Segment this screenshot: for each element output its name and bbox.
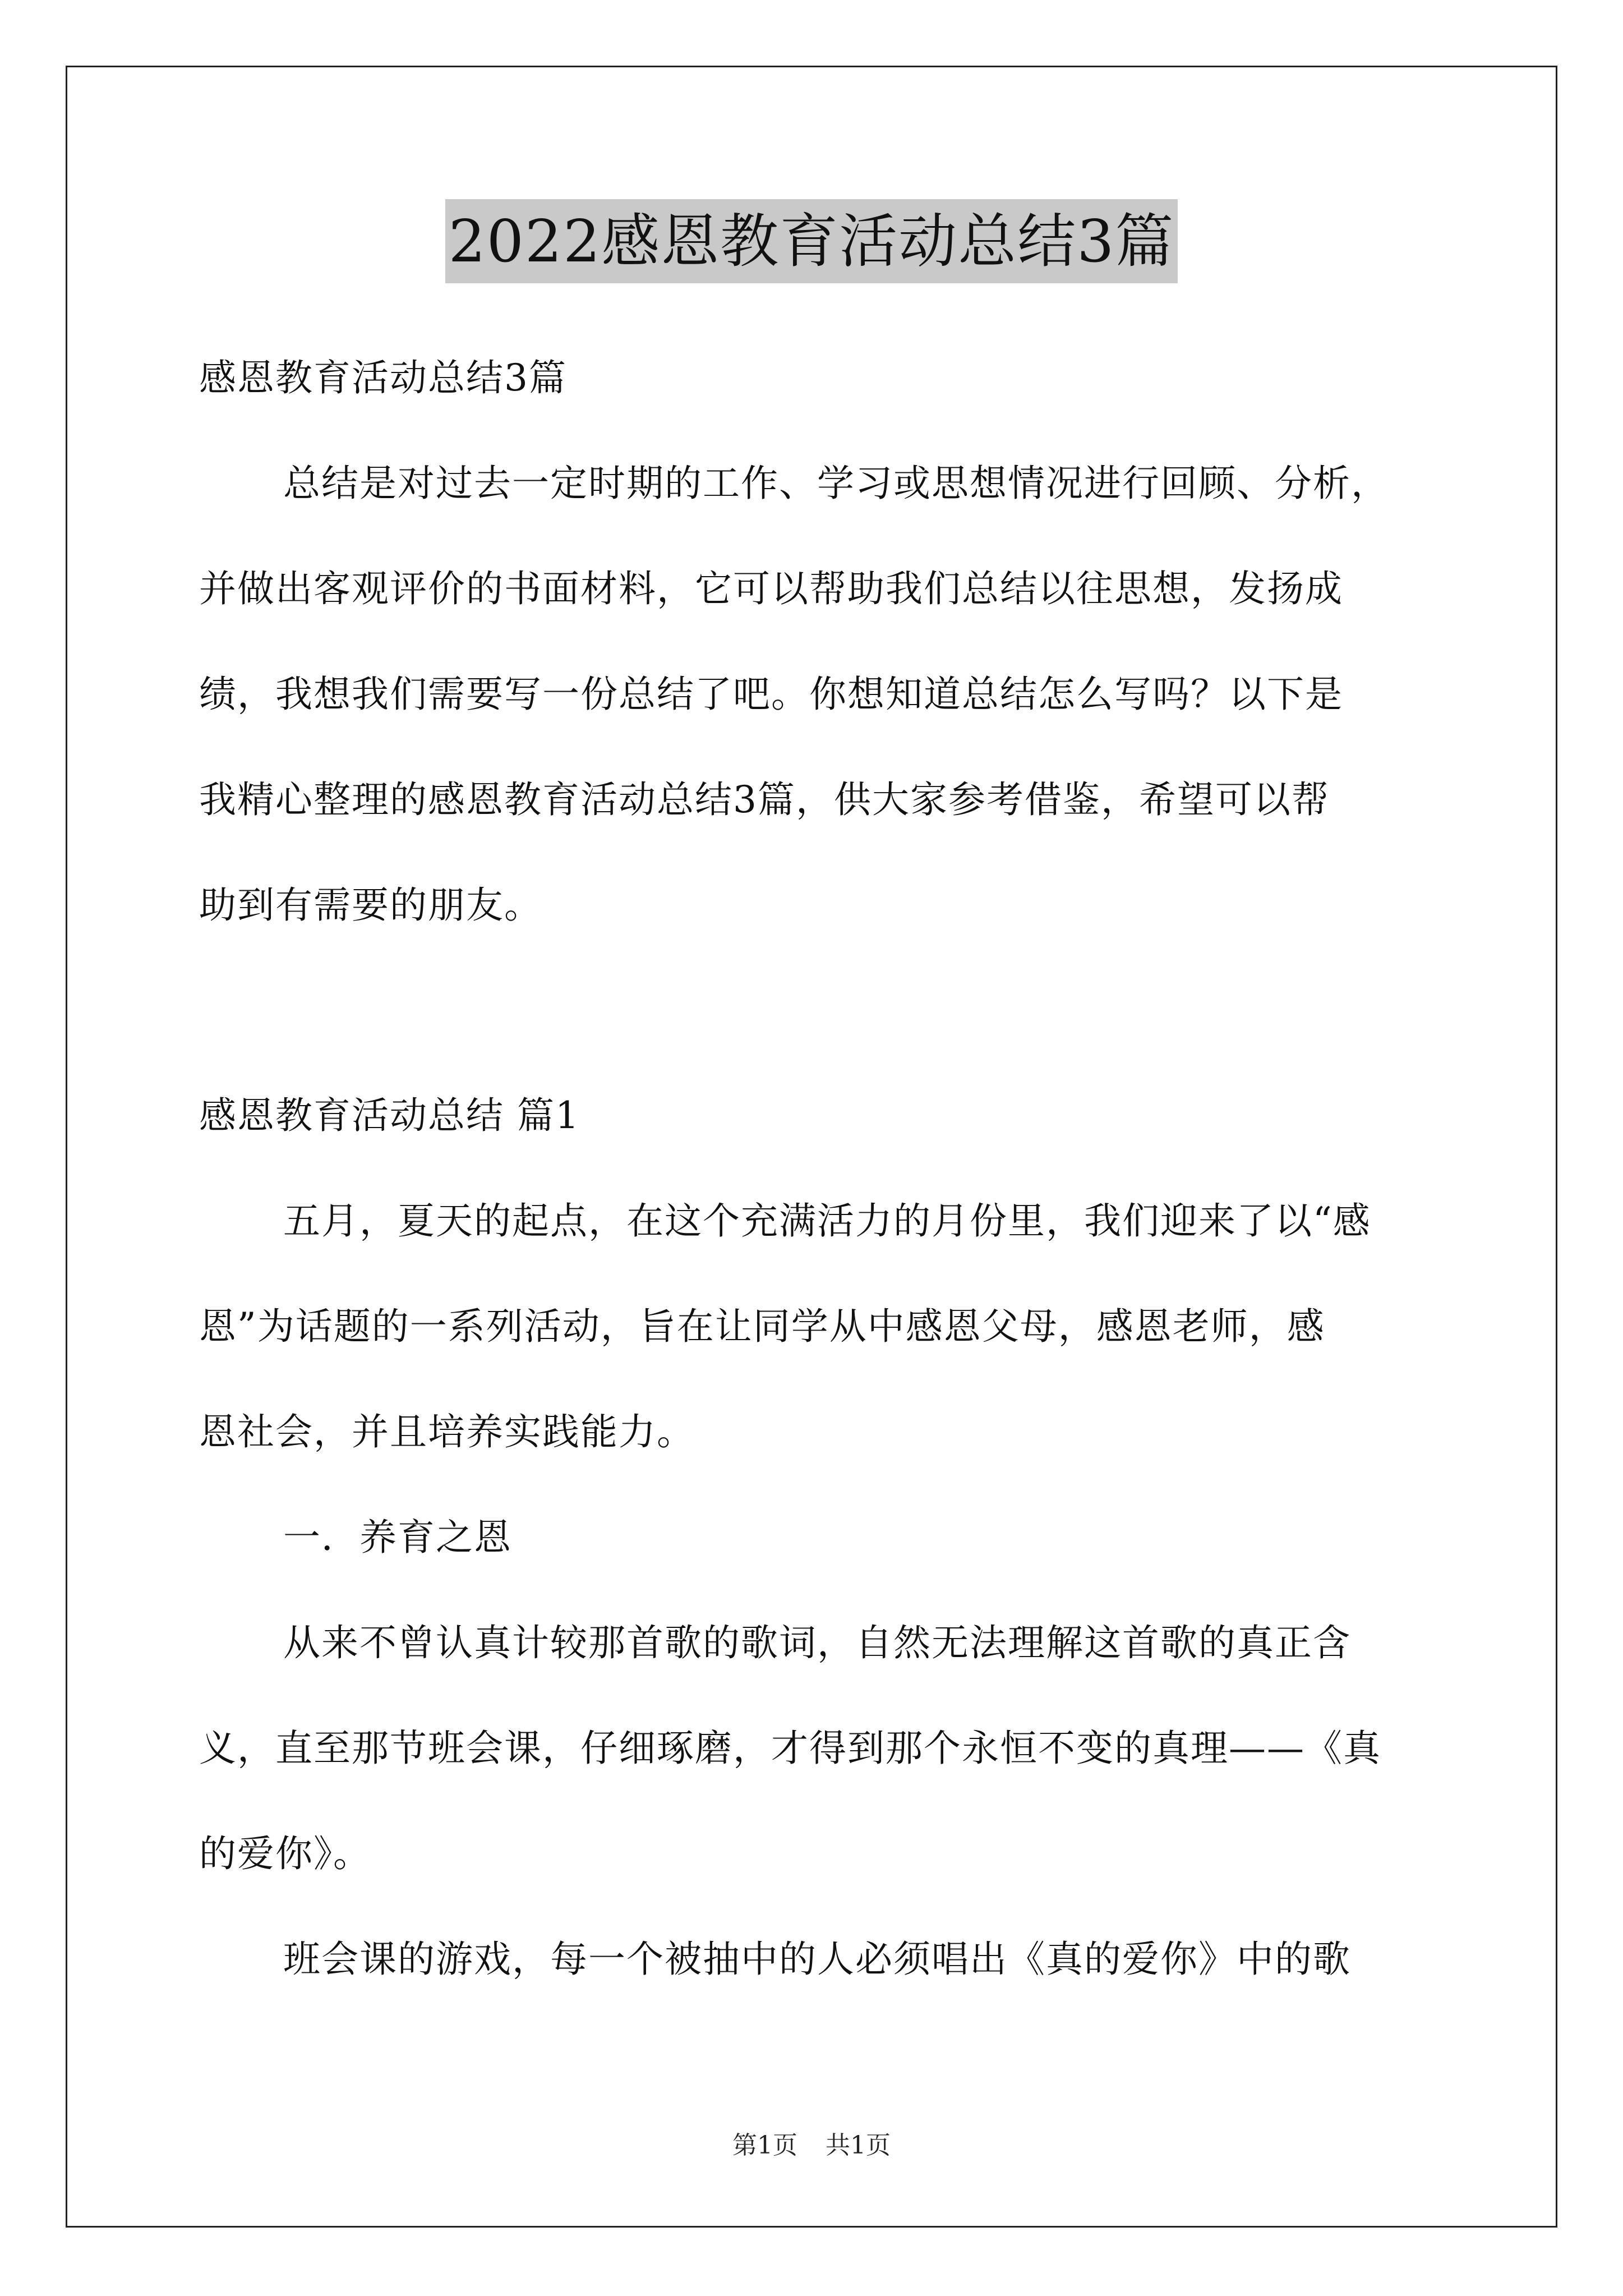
paragraph-line: 总结是对过去一定时期的工作、学习或思想情况进行回顾、分析，: [283, 462, 1389, 505]
paragraph-line: 的爱你》。: [199, 1832, 371, 1875]
paragraph-line: 班会课的游戏，每一个被抽中的人必须唱出《真的爱你》中的歌: [283, 1938, 1351, 1981]
paragraph-line: 从来不曾认真计较那首歌的歌词，自然无法理解这首歌的真正含: [283, 1621, 1351, 1664]
paragraph-line: 五月，夏天的起点，在这个充满活力的月份里，我们迎来了以“感: [283, 1199, 1371, 1243]
document-body-top: [199, 325, 1433, 958]
document-title: 2022感恩教育活动总结3篇: [445, 199, 1178, 283]
subheading-line: 一．养育之恩: [283, 1516, 512, 1559]
paragraph-line: 恩”为话题的一系列活动，旨在让同学从中感恩父母，感恩老师，感: [199, 1305, 1325, 1348]
document-subtitle: 感恩教育活动总结3篇: [199, 356, 567, 399]
paragraph-line: 义，直至那节班会课，仔细琢磨，才得到那个永恒不变的真理——《真: [199, 1727, 1381, 1770]
paragraph-line: 恩社会，并且培养实践能力。: [199, 1410, 695, 1453]
paragraph-line: 助到有需要的朋友。: [199, 884, 542, 927]
paragraph-line: 绩，我想我们需要写一份总结了吧。你想知道总结怎么写吗？以下是: [199, 673, 1343, 716]
page-total: 共1页: [826, 2131, 891, 2160]
page-footer: [0, 2129, 1623, 2162]
section-heading: 感恩教育活动总结 篇1: [199, 1094, 580, 1137]
paragraph-line: 并做出客观评价的书面材料，它可以帮助我们总结以往思想，发扬成: [199, 567, 1343, 610]
paragraph-line: 我精心整理的感恩教育活动总结3篇，供大家参考借鉴，希望可以帮: [199, 778, 1330, 821]
title-container: [0, 199, 1623, 283]
page-number: 第1页: [732, 2131, 797, 2160]
document-body-section: [199, 1063, 1433, 2012]
